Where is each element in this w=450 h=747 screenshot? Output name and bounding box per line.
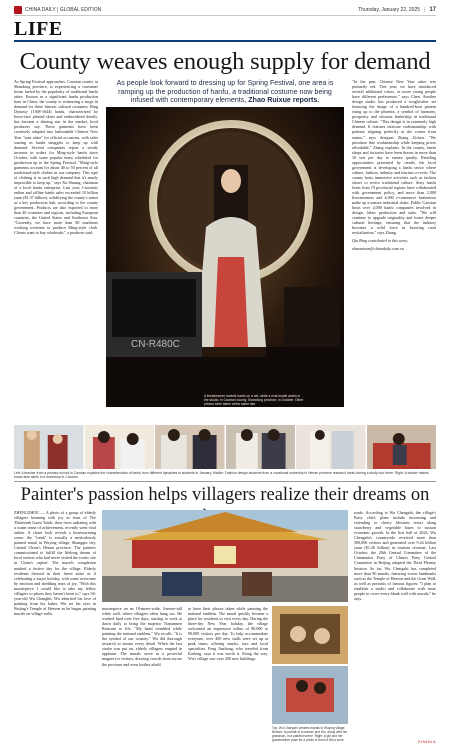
story1-contributor: Qiu Bing contributed to this story. — [352, 238, 408, 244]
story2-photo-caption: Top: Wu Changzhi creates murals in Wuying village. Bottom: A portrait of a woman and Wu, along with her grandson, in a painted scene. Right: A girl and her grandmother pose for a photo in front of Wu's work. — [272, 726, 348, 742]
story1-main-photo — [106, 107, 344, 407]
story2-col2-text: masterpiece on an 18-meter-wide, 4-meter-tall white wall, where villagers often hang out. He worked hard over five days, starting to work at dawn daily to bring the majestic Tiananmen Rostrum to life. "My hand trembled while painting the national emblem," Wu recalls. "It is the symbol of our country." Wu did thorough research to ensure every detail. When the last stroke was put on, elderly villagers erupted in applause. The murals serve as a powerful magnet for visitors, drawing crowds from across the province and even further afield. — [102, 606, 182, 667]
tiananmen-mural-photo — [102, 510, 348, 602]
china-daily-logo-icon — [14, 6, 22, 14]
story1-col1-text: As Spring Festival approaches, Caoxian county in Shandong province, is experiencing a consumer boom fueled by the popularity of traditional hanfu attire. Known as a significant hanfu production base in China, the county is witnessing a surge in demand for these historic cultural costumes. Bing Dynasty (1368-1644) hanfu, characterized by horse-face pleated skirts and embroidered details, has become a shining star in the market, local producers say. These garments have been creatively adapted into fashionable Chinese New Year "start attire" for official occasions, with sales soaring as hanfu struggles to keep up with demand. Several companies report a steady increase in orders for Ming-style hanfu since October, with some popular items scheduled for production up to the Spring Festival. "Ming-style garments account for about 40 to 50 percent of all traditional-style clothes in our company. This type of clothing is in such high demand that it's nearly impossible to keep up," says Xu Shuang, chairman of a local hanfu enterprise. Last year, Caoxian's online and offline hanfu sales exceeded 10 billion yuan ($1.37 billion), solidifying the county's status as a key production hub, according to the county government. Products are also exported to more than 40 countries and regions, including European countries, the United States and Southeast Asia. "Currently, we have more than 80 machines working overtime to produce Ming-style cloth. Clients want to buy wholesale," a producer said. — [14, 79, 98, 236]
masthead-right: Thursday, January 22, 2025 | 17 — [358, 6, 436, 13]
section-rule — [14, 40, 436, 42]
story1-photo-caption: A livestreamer models hanfu on a set, while a rival model works in the studio, in Caoxian county, Shandong province, in October. Other photos were taken at the same site. — [204, 394, 304, 406]
story2-col4-text: roads. According to Wu Chengzhi, the village's Party chief, plans include increasing and extending to cherry blossom resort along strawberry and vegetable bases to sustain economic growth. In the first half of 2024, Wu Chengzhi's countryside received more than 500,000 visitors and generated over 9.24 billion yuan ($1.26 billion) in tourism revenue. Last October, the 20th Central Committee of the Communist Party of China's Party Central Committee in Beijing adopted the Third Plenary Session. So far, Wu Chengzhi has completed more than 90 murals, featuring iconic landmarks such as the Temple of Heaven and the Great Wall, as well as portraits of famous figures. "I plan to establish a studio and collaborate with more people to cover every blank wall with murals," he says. — [354, 510, 436, 601]
story2-headline: Painter's passion helps villagers realize their dreams on — [20, 485, 430, 505]
strip-photo-students-3 — [226, 425, 296, 469]
story1-col4-text: "In the past, Chinese New Year attire was primarily red. This year, we have introduced several additional colors, as more young people have different preferences," says Chen. Another design studio has produced a sought-after set featuring the image of a hundred-boat pattern rising up to the phoenix, a symbol of harmony, prosperity and virtuous leadership in traditional Chinese culture. "This design is in extremely high demand. It features intricate craftsmanship, with patterns aligning perfectly at the corner front seams," says designer Zhang Zichen. "We prioritize fine workmanship while keeping prices affordable," Zhang explains. In the county, hanfu shops and factories have been drawn in more than 10 sets per day to ensure quality. Retailing opportunities presented by trends, the local government is developing a hanfu sector where culture, fashion, industry and tourism co-exist. The county hosts immersive activities such as fashion shows to revive traditional culture. Sixty hanfu firms from 19 provincial regions have collaborated with government policy, and more than 2,000 livestreamers and 4,000 e-commerce businesses make up a mature industrial chain. Public Caoxian hosts over 2,000 hanfu companies involved in design, fabric production and sales. "We will continue to upgrade originality and foster deeper cultural heritage, ensuring that the industry becomes a solid force in boosting rural revitalization," says Zhang. — [352, 79, 436, 236]
masthead — [14, 4, 436, 16]
story2-col1-text: ZHENGZHOU — A photo of a group of elderly villagers beaming with joy in front of The Thirteenth Guest Tomb, their faces radiating with a warm sense of achievement, recently went viral online. A closer look reveals a heartwarming scene: the "tomb" is actually a meticulously painted mural in Wuying village, Shangqiu city, Central China's Henan province. The painters commissioned to fulfill the lifelong dream of local seniors who had never visited the iconic site in China's capital. The mural's completion marked a festive day for the village. Elderly residents dressed in their finest attire as if celebrating a major holiday, with some overcome by emotion and shedding tears of joy. "With this masterpiece, I would like to take my fellow villagers to places they haven't been to," says 56-year-old Wu Changlin. Wu inherited his love of painting from his father. Wu set his eyes in Beijing's Temple of Heaven as he began painting murals on village walls. — [14, 510, 96, 616]
masthead-left — [14, 6, 101, 14]
story1-column-1 — [14, 79, 98, 416]
strip-photo-hanfu-display — [296, 425, 366, 469]
story1-body — [14, 79, 436, 416]
story1-photo-strip — [14, 425, 436, 469]
story2-column-4 — [354, 510, 436, 742]
story1-headline: County weaves enough supply for demand — [19, 48, 431, 75]
masthead-date: Thursday, January 22, 2025 — [358, 6, 420, 13]
story1-byline: Zhao Ruixue reports. — [248, 96, 320, 105]
strip-photo-students-2 — [155, 425, 225, 469]
masthead-publication: CHINA DAILY | GLOBAL EDITION — [25, 6, 102, 13]
story2-column-1 — [14, 510, 96, 742]
story2-column-2 — [102, 606, 182, 742]
story2-side-photos — [272, 606, 348, 724]
strip-photo-workshop — [367, 425, 437, 469]
section-header — [14, 16, 436, 42]
story1-column-4 — [352, 79, 436, 416]
story2-column-3 — [188, 606, 268, 742]
strip-photo-teacher — [14, 425, 84, 469]
village-portrait-photos — [272, 606, 348, 724]
story2-col3-text: to have their photos taken while painting the national emblem. The mural quickly became a place for residents to visit every day. During the three-day New Year holiday, the village welcomed an impressive influx of 80,000 to 90,000 visitors per day. To help accommodate everyone, over 400 new stalls were set up at peak times, offering snacks, toys and local specialties. Feng Jinzhong, who traveled from Kaifeng, says it was worth it. Along the way, Wu's village saw over 200 new buildings. — [188, 606, 268, 662]
story2-mural-photo — [102, 510, 348, 602]
section-title: LIFE — [14, 17, 63, 40]
strip-photo-students-1 — [85, 425, 155, 469]
svg-text:CN-R480C: CN-R480C — [131, 339, 180, 350]
story1-strip-caption: Left: A teacher from a primary school in Caoxian explains the characteristics of hanfu from different dynasties to students in January. Middle: Fashion design students from a vocational university in Henan province research hanfu during a study tour there. Right: A worker makes horse-face skirts in a workshop in Caoxian. — [14, 471, 429, 480]
story-divider — [14, 481, 436, 482]
story1-contact-email: zhaoruixue@chinadaily.com.cn — [352, 245, 404, 251]
hanfu-studio-photo — [106, 107, 344, 407]
story1-standfirst-text: As people look forward to dressing up for Spring Festival, one area is ramping up the production of hanfu, a traditional costume now being infused with contemporary elements, — [116, 79, 334, 105]
footer-source: XINHUA — [417, 739, 436, 744]
page-number: 17 — [429, 6, 436, 13]
story2-body — [14, 510, 436, 742]
story1-standfirst — [106, 79, 344, 105]
